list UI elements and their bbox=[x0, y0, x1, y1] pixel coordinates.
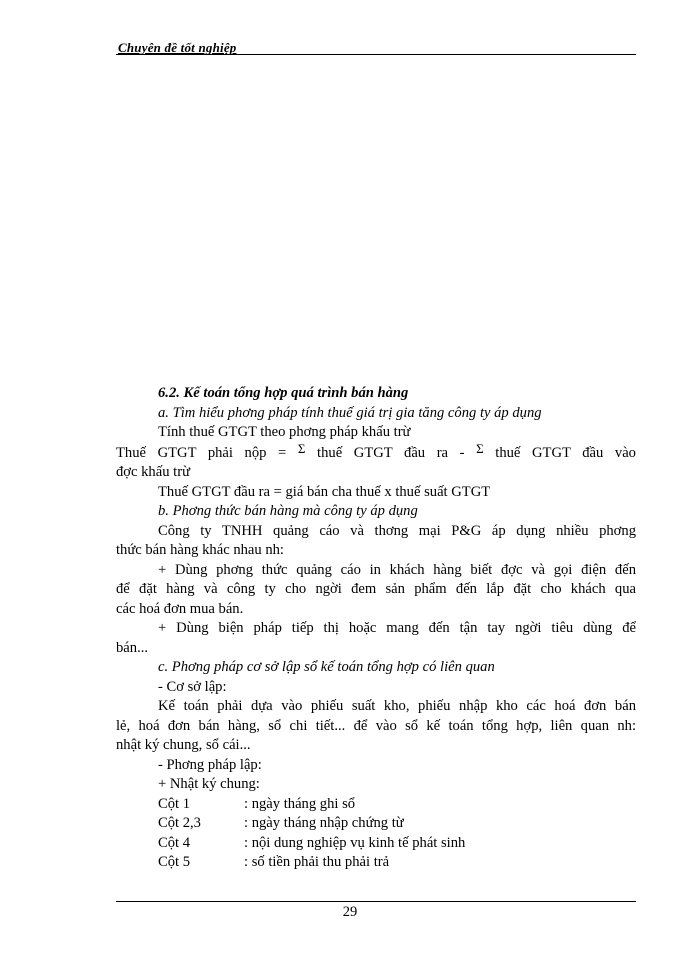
formula-continuation: đợc khấu trừ bbox=[116, 464, 190, 480]
paragraph-text: Tính thuế GTGT theo phơng pháp khấu trừ bbox=[158, 424, 411, 440]
formula-text: Thuế GTGT phải nộp = bbox=[116, 444, 298, 461]
paragraph-text: + Dùng biện pháp tiếp thị hoặc mang đến tận tay ngời tiêu dùng để bbox=[158, 620, 636, 636]
paragraph-text: Kế toán phải dựa vào phiếu suất kho, phiếu nhập kho các hoá đơn bán bbox=[158, 698, 636, 714]
paragraph-text: - Phơng pháp lập: bbox=[158, 756, 262, 773]
column-description: : nội dung nghiệp vụ kinh tế phát sinh bbox=[244, 834, 466, 851]
paragraph-text: Thuế GTGT đầu ra = giá bán cha thuế x thuế suất GTGT bbox=[158, 483, 491, 500]
vat-formula bbox=[116, 440, 636, 464]
column-list-item bbox=[116, 834, 636, 854]
column-description: : ngày tháng nhập chứng từ bbox=[244, 815, 404, 831]
paragraph-text: + Dùng phơng thức quảng cáo in khách hàng biết đợc và gọi điện đến bbox=[158, 561, 636, 578]
column-name: Cột 1 bbox=[158, 795, 191, 812]
column-description: : số tiền phải thu phải trả bbox=[244, 854, 390, 870]
paragraph-text: thức bán hàng khác nhau nh: bbox=[116, 542, 284, 558]
column-list-item bbox=[116, 814, 636, 834]
column-list-item bbox=[116, 795, 636, 815]
sigma-symbol: Σ bbox=[297, 440, 306, 456]
column-list-item bbox=[116, 853, 636, 873]
column-name: Cột 4 bbox=[158, 834, 191, 851]
paragraph-text: - Cơ sở lập: bbox=[158, 678, 227, 695]
subsection-a-heading: a. Tìm hiểu phơng pháp tính thuế giá trị gia tăng công ty áp dụng bbox=[158, 404, 542, 421]
subsection-c-heading: c. Phơng pháp cơ sở lập sổ kế toán tổng hợp có liên quan bbox=[158, 659, 495, 675]
footer-divider bbox=[116, 901, 636, 902]
paragraph-text: Công ty TNHH quảng cáo và thơng mại P&G áp dụng nhiều phơng bbox=[158, 522, 636, 539]
column-name: Cột 2,3 bbox=[158, 815, 201, 831]
paragraph-text: lẻ, hoá đơn bán hàng, sổ chi tiết... để vào sổ kế toán tổng hợp, liên quan nh: bbox=[116, 717, 636, 734]
paragraph-text: các hoá đơn mua bán. bbox=[116, 600, 244, 617]
paragraph-text: để đặt hàng và công ty cho ngời đem sản phẩm đến lắp đặt cho khách qua bbox=[116, 581, 636, 597]
page-header-title: Chuyên đề tốt nghiệp bbox=[118, 40, 237, 55]
subsection-b-heading: b. Phơng thức bán hàng mà công ty áp dụng bbox=[158, 503, 418, 519]
header-divider bbox=[116, 54, 636, 55]
formula-text: thuế GTGT đầu vào bbox=[483, 444, 636, 461]
sigma-symbol: Σ bbox=[476, 440, 484, 456]
paragraph-text: nhật ký chung, sổ cái... bbox=[116, 737, 251, 753]
column-name: Cột 5 bbox=[158, 854, 191, 870]
column-description: : ngày tháng ghi sổ bbox=[244, 795, 356, 812]
section-title: 6.2. Kế toán tổng hợp quá trình bán hàng bbox=[158, 385, 409, 401]
page-number: 29 bbox=[342, 904, 358, 920]
document-body bbox=[116, 384, 636, 873]
paragraph-text: bán... bbox=[116, 639, 149, 656]
paragraph-text: + Nhật ký chung: bbox=[158, 776, 260, 792]
formula-text: thuế GTGT đầu ra - bbox=[305, 444, 477, 461]
